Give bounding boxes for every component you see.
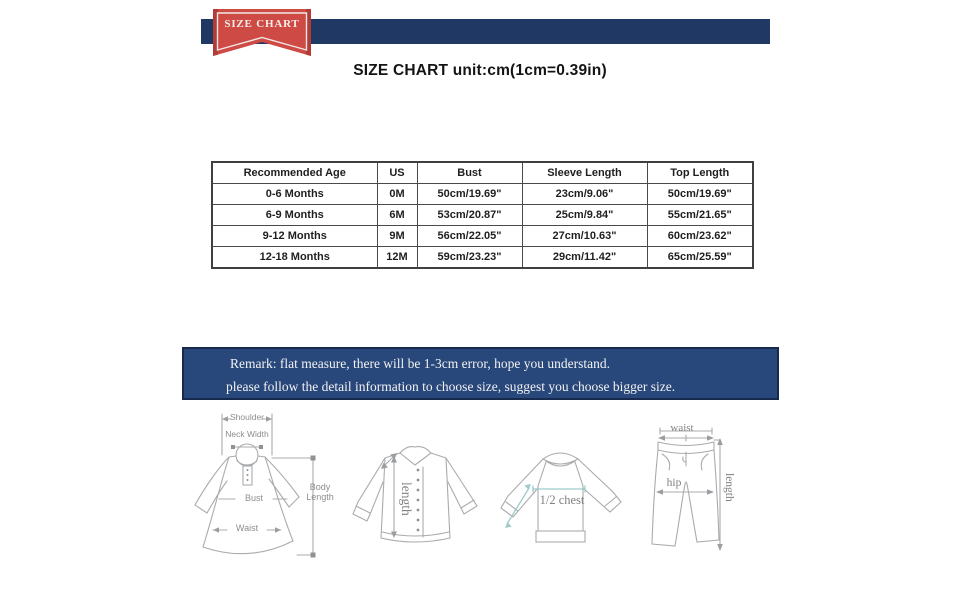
cell-us: 0M	[377, 184, 417, 205]
col-header-sleeve-length: Sleeve Length	[522, 162, 647, 184]
cell-bust: 53cm/20.87"	[417, 205, 522, 226]
cell-age: 0-6 Months	[212, 184, 377, 205]
pants-length-label: length	[723, 473, 735, 502]
cell-sleeve: 29cm/11.42"	[522, 247, 647, 269]
neck-width-measure-line	[231, 445, 263, 449]
ribbon-badge-icon	[213, 9, 311, 58]
shirt-outline-drawing	[350, 440, 485, 552]
table-row	[212, 226, 753, 247]
cell-us: 6M	[377, 205, 417, 226]
col-header-recommended-age: Recommended Age	[212, 162, 377, 184]
cell-top: 50cm/19.69"	[647, 184, 753, 205]
table-row	[212, 247, 753, 269]
bust-label: Bust	[244, 493, 263, 503]
col-header-bust: Bust	[417, 162, 522, 184]
remark-line-2: please follow the detail information to choose size, suggest you choose bigger size.	[226, 379, 676, 394]
cell-age: 12-18 Months	[212, 247, 377, 269]
sweatshirt-diagram	[495, 448, 633, 550]
table-row	[212, 205, 753, 226]
half-chest-label: 1/2 chest	[539, 493, 585, 507]
waist-label: Waist	[235, 523, 259, 533]
half-chest-measure-line	[533, 486, 585, 492]
cell-sleeve: 23cm/9.06"	[522, 184, 647, 205]
cell-top: 60cm/23.62"	[647, 226, 753, 247]
cell-bust: 50cm/19.69"	[417, 184, 522, 205]
shirt-outline	[353, 447, 477, 542]
cell-age: 9-12 Months	[212, 226, 377, 247]
cell-bust: 56cm/22.05"	[417, 226, 522, 247]
col-header-top-length: Top Length	[647, 162, 753, 184]
shirt-length-label: length	[399, 482, 414, 516]
pants-diagram	[650, 418, 762, 558]
cell-bust: 59cm/23.23"	[417, 247, 522, 269]
pants-hip-label: hip	[666, 477, 682, 489]
col-header-us: US	[377, 162, 417, 184]
cell-us: 12M	[377, 247, 417, 269]
size-table	[211, 161, 754, 269]
shirt-diagram	[350, 440, 485, 552]
cell-top: 65cm/25.59"	[647, 247, 753, 269]
remark-banner	[182, 347, 779, 400]
pants-waist-label: waist	[670, 422, 694, 434]
shoulder-label: Shoulder	[229, 412, 265, 422]
cell-us: 9M	[377, 226, 417, 247]
page-title: SIZE CHART unit:cm(1cm=0.39in)	[353, 62, 607, 79]
ribbon-label: SIZE CHART	[224, 18, 300, 30]
cell-sleeve: 27cm/10.63"	[522, 226, 647, 247]
body-length-label: Body Length	[306, 482, 334, 502]
dress-diagram	[191, 409, 341, 564]
remark-line-1: Remark: flat measure, there will be 1-3cm error, hope you understand.	[230, 356, 610, 371]
neck-width-label: Neck Width	[225, 429, 269, 439]
cell-sleeve: 25cm/9.84"	[522, 205, 647, 226]
size-chart-ribbon	[213, 9, 311, 58]
sleeve-length-arrow	[505, 484, 531, 528]
table-header-row	[212, 162, 753, 184]
cell-top: 55cm/21.65"	[647, 205, 753, 226]
table-row	[212, 184, 753, 205]
cell-age: 6-9 Months	[212, 205, 377, 226]
shirt-length-measure-line	[391, 456, 397, 538]
hip-measure-line	[656, 489, 714, 495]
